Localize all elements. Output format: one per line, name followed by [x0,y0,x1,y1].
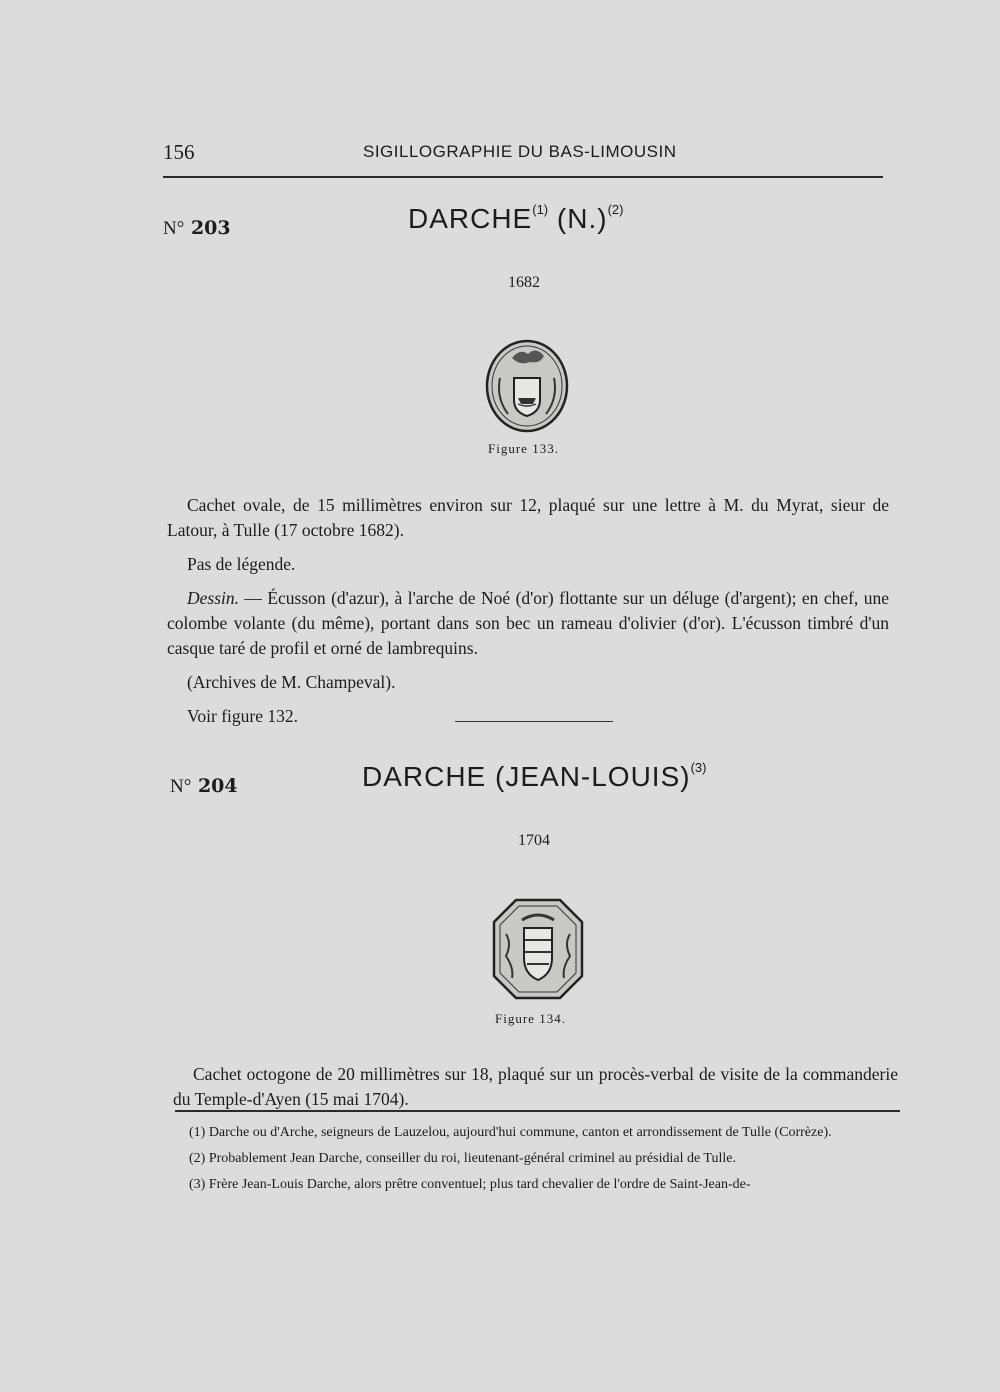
see-figure-paragraph: Voir figure 132. [187,706,298,726]
footnotes [175,1122,900,1200]
section-divider [455,721,613,722]
figure-caption-134: Figure 134. [495,1011,566,1026]
footnote-2: (2) Probablement Jean Darche, conseiller du roi, lieutenant-général criminel au présidial de Tulle. [189,1151,736,1166]
footnote-1: (1) Darche ou d'Arche, seigneurs de Lauzelou, aujourd'hui commune, canton et arrondissement de Tulle (Corrèze). [189,1125,832,1140]
oval-seal-icon [484,338,570,434]
entry-number-203: N° 203 [163,217,231,239]
entry-title-203: DARCHE$^{(1)}$ $(N.)^{(2)}$ [408,202,624,234]
running-header [163,140,885,170]
description-paragraph: Cachet octogone de 20 millimètres sur 18, plaqué sur un procès-verbal de visite de la commanderie du Temple-d'Ayen (15 mai 1704). [173,1064,898,1109]
header-rule [163,176,883,178]
page-number: 156 [163,140,195,164]
entry-year-204: 1704 [518,832,550,849]
footnote-rule [175,1110,900,1112]
footnote-3: (3) Frère Jean-Louis Darche, alors prêtre conventuel; plus tard chevalier de l'ordre de Saint-Jean-de- [189,1177,751,1192]
legend-paragraph: Pas de légende. [187,554,296,574]
source-paragraph: (Archives de M. Champeval). [187,672,396,692]
entry-204-body [173,1062,898,1121]
octagonal-seal-icon [492,898,584,1000]
entry-number-204: N° 204 [170,775,238,797]
entry-203-body [167,493,889,738]
description-paragraph: Cachet ovale, de 15 millimètres environ sur 12, plaqué sur une lettre à M. du Myrat, sieur de Latour, à Tulle (17 octobre 1682). [167,495,889,540]
dessin-paragraph: Dessin. — Écusson (d'azur), à l'arche de Noé (d'or) flottante sur un déluge (d'argent); en chef, une colombe volante (du même), portant dans son bec un rameau d'olivier (d'or). L'écusson timbré d'un casque taré de profil et orné de lambrequins. [167,588,889,658]
entry-title-204: DARCHE (JEAN-LOUIS)$^{(3)}$ [362,760,707,792]
figure-caption-133: Figure 133. [488,441,559,456]
entry-year-203: 1682 [508,274,540,291]
running-title: SIGILLOGRAPHIE DU BAS-LIMOUSIN [363,142,677,161]
